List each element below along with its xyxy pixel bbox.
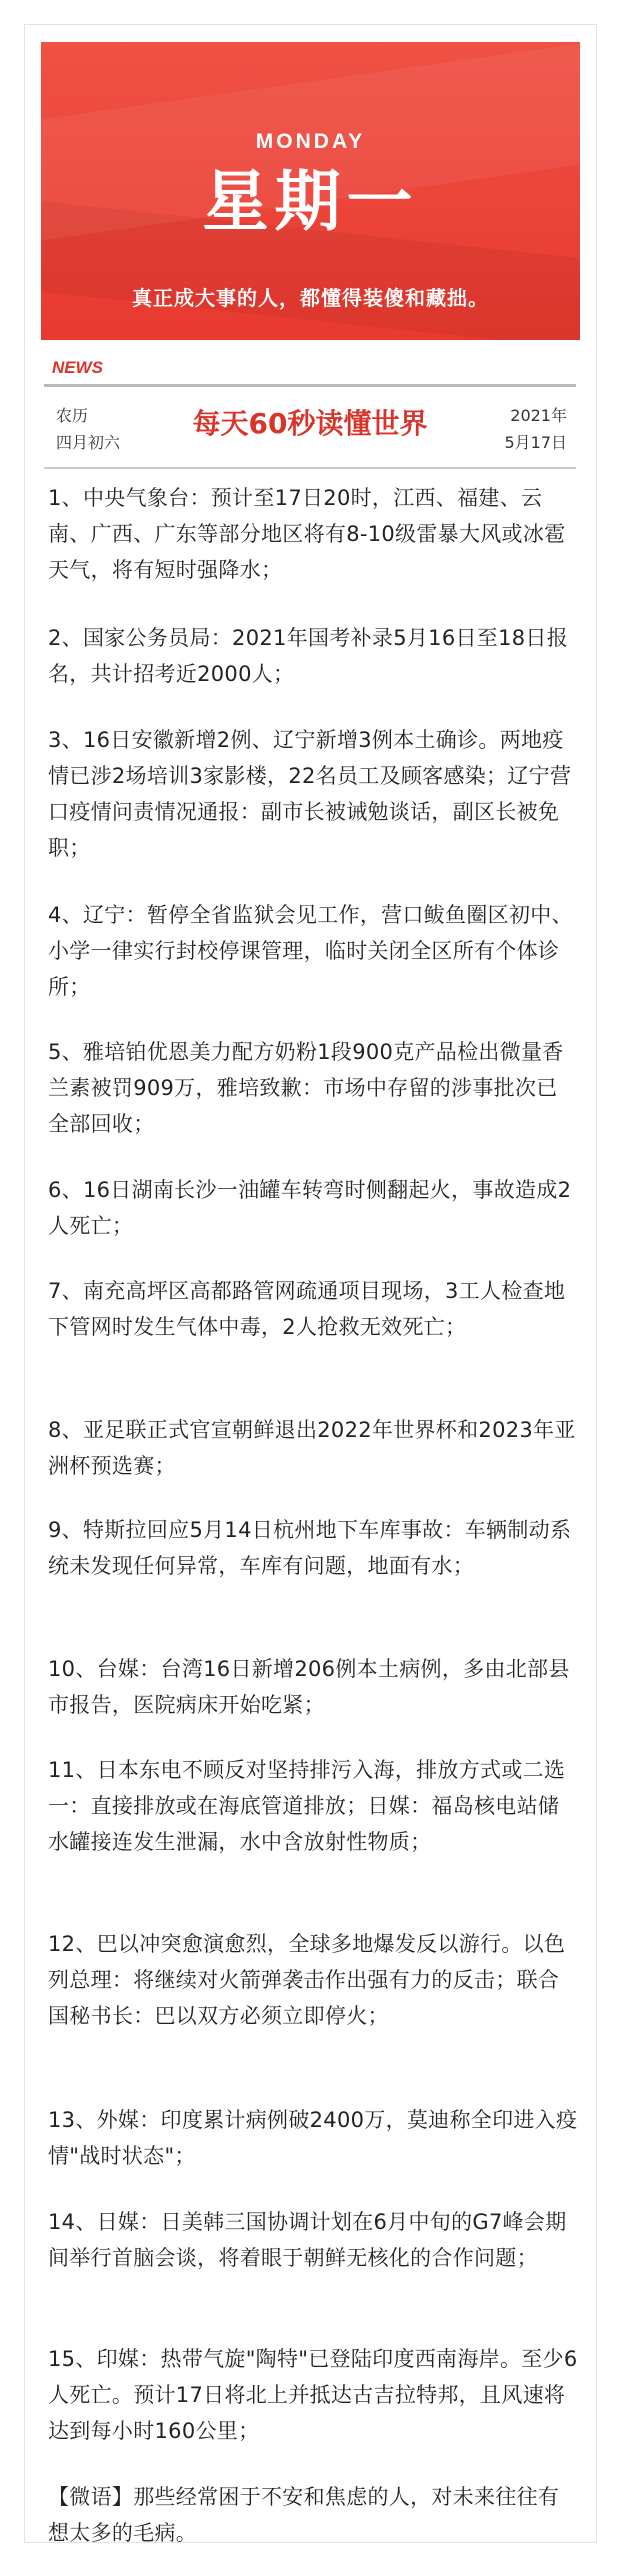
news-item-6: 6、16日湖南长沙一油罐车转弯时侧翻起火，事故造成2人死亡； xyxy=(48,1178,572,1238)
news-item-15: 15、印媒：热带气旋"陶特"已登陆印度西南海岸。至少6人死亡。预计17日将北上并抵达古吉拉特邦，且风速将达到每小时160公里； xyxy=(48,2347,578,2443)
header-divider-bottom xyxy=(44,467,576,469)
lunar-day: 四月初六 xyxy=(56,433,121,452)
news-item-11: 11、日本东电不顾反对坚持排污入海，排放方式或二选一：直接排放或在海底管道排放；日媒：福岛核电站储水罐接连发生泄漏，水中含放射性物质； xyxy=(48,1758,566,1854)
gregorian-date xyxy=(504,402,567,456)
date-year: 2021年 xyxy=(510,406,567,425)
daily-quote: 【微语】那些经常困于不安和焦虑的人，对未来往往有想太多的毛病。 xyxy=(48,2485,560,2545)
weekday-chinese: 星期一 xyxy=(202,163,419,240)
weekday-english: MONDAY xyxy=(255,130,366,153)
news-item-1: 1、中央气象台：预计至17日20时，江西、福建、云南、广西、广东等部分地区将有8-10级雷暴大风或冰雹天气，将有短时强降水； xyxy=(48,486,566,582)
weekday-banner xyxy=(41,42,580,340)
news-item-4: 4、辽宁：暂停全省监狱会见工作，营口鲅鱼圈区初中、小学一律实行封校停课管理，临时关闭全区所有个体诊所； xyxy=(48,903,573,999)
news-item-2: 2、国家公务员局：2021年国考补录5月16日至18日报名，共计招考近2000人； xyxy=(48,626,569,686)
news-item-13: 13、外媒：印度累计病例破2400万，莫迪称全印进入疫情"战时状态"； xyxy=(48,2108,578,2168)
news-label: NEWS xyxy=(52,358,103,377)
news-item-8: 8、亚足联正式官宣朝鲜退出2022年世界杯和2023年亚洲杯预选赛； xyxy=(48,1418,576,1478)
lunar-date xyxy=(56,402,120,456)
news-item-10: 10、台媒：台湾16日新增206例本土病例，多由北部县市报告，医院病床开始吃紧； xyxy=(48,1657,570,1717)
news-item-3: 3、16日安徽新增2例、辽宁新增3例本土确诊。两地疫情已涉2场培训3家影楼，22名员工及顾客感染；辽宁营口疫情问责情况通报：副市长被诫勉谈话，副区长被免职； xyxy=(48,728,572,860)
news-item-7: 7、南充高坪区高都路管网疏通项目现场，3工人检查地下管网时发生气体中毒，2人抢救无效死亡； xyxy=(48,1279,566,1339)
news-item-9: 9、特斯拉回应5月14日杭州地下车库事故：车辆制动系统未发现任何异常，车库有问题，地面有水； xyxy=(48,1518,572,1578)
news-item-12: 12、巴以冲突愈演愈烈，全球多地爆发反以游行。以色列总理：将继续对火箭弹袭击作出强有力的反击；联合国秘书长：巴以双方必须立即停火； xyxy=(48,1932,566,2028)
lunar-label: 农历 xyxy=(56,406,89,425)
news-item-5: 5、雅培铂优恩美力配方奶粉1段900克产品检出微量香兰素被罚909万，雅培致歉：市场中存留的涉事批次已全部回收； xyxy=(48,1040,564,1136)
daily-motto: 真正成大事的人，都懂得装傻和藏拙。 xyxy=(132,286,489,310)
news-item-14: 14、日媒：日美韩三国协调计划在6月中旬的G7峰会期间举行首脑会谈，将着眼于朝鲜无核化的合作问题； xyxy=(48,2210,567,2270)
header-divider-top xyxy=(44,384,576,387)
date-day: 5月17日 xyxy=(504,433,567,452)
page-title: 每天60秒读懂世界 xyxy=(192,407,428,440)
